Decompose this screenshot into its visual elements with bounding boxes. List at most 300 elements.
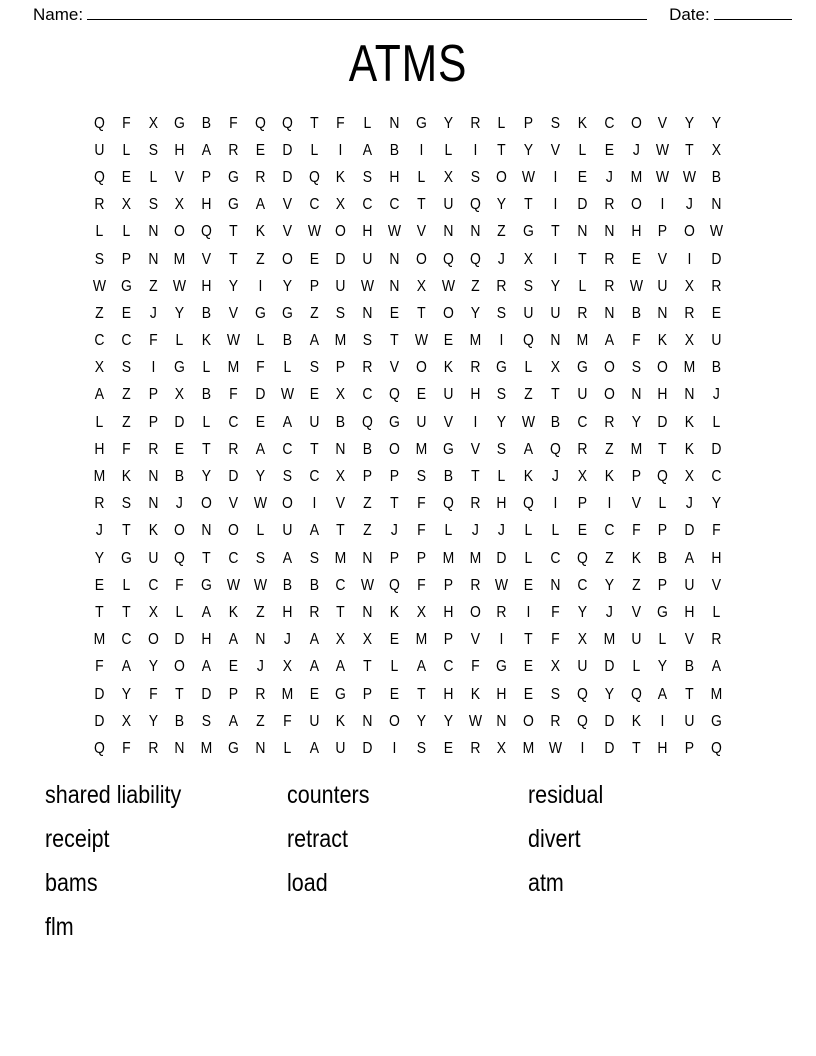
grid-letter[interactable]: G bbox=[174, 114, 186, 132]
grid-letter[interactable]: A bbox=[309, 522, 319, 540]
grid-letter[interactable]: Y bbox=[604, 576, 614, 594]
grid-letter[interactable]: T bbox=[390, 495, 399, 513]
grid-letter[interactable]: S bbox=[309, 359, 319, 377]
grid-letter[interactable]: E bbox=[389, 304, 400, 322]
grid-letter[interactable]: M bbox=[630, 168, 642, 186]
grid-letter[interactable]: P bbox=[658, 576, 668, 594]
grid-letter[interactable]: A bbox=[309, 739, 319, 757]
grid-letter[interactable]: C bbox=[604, 522, 615, 540]
grid-letter[interactable]: B bbox=[711, 168, 722, 186]
word-list-item[interactable]: shared liability bbox=[45, 781, 182, 809]
grid-letter[interactable]: M bbox=[200, 739, 213, 757]
grid-letter[interactable]: M bbox=[174, 250, 186, 268]
grid-letter[interactable]: L bbox=[202, 413, 211, 431]
grid-letter[interactable]: G bbox=[496, 359, 508, 377]
grid-letter[interactable]: L bbox=[417, 168, 426, 186]
grid-letter[interactable]: H bbox=[201, 196, 212, 214]
grid-letter[interactable]: O bbox=[630, 196, 642, 214]
grid-letter[interactable]: R bbox=[255, 168, 266, 186]
grid-letter[interactable]: Z bbox=[121, 386, 131, 404]
grid-letter[interactable]: B bbox=[658, 549, 668, 567]
grid-letter[interactable]: G bbox=[711, 712, 722, 730]
grid-letter[interactable]: I bbox=[392, 739, 397, 757]
grid-letter[interactable]: E bbox=[711, 304, 722, 322]
grid-letter[interactable]: N bbox=[550, 332, 561, 350]
grid-letter[interactable]: T bbox=[175, 685, 185, 703]
grid-letter[interactable]: Y bbox=[631, 413, 641, 431]
grid-letter[interactable]: T bbox=[497, 141, 507, 159]
grid-letter[interactable]: E bbox=[175, 440, 185, 458]
grid-letter[interactable]: N bbox=[604, 223, 615, 241]
grid-letter[interactable]: C bbox=[121, 332, 132, 350]
grid-letter[interactable]: S bbox=[282, 468, 292, 486]
grid-letter[interactable]: N bbox=[577, 223, 588, 241]
grid-letter[interactable]: W bbox=[253, 576, 267, 594]
grid-letter[interactable]: K bbox=[389, 603, 400, 621]
grid-letter[interactable]: P bbox=[148, 386, 158, 404]
grid-letter[interactable]: O bbox=[174, 658, 186, 676]
grid-letter[interactable]: N bbox=[389, 250, 400, 268]
grid-letter[interactable]: G bbox=[335, 685, 347, 703]
grid-letter[interactable]: R bbox=[604, 250, 615, 268]
grid-letter[interactable]: E bbox=[121, 304, 131, 322]
grid-letter[interactable]: Q bbox=[442, 495, 454, 513]
grid-letter[interactable]: C bbox=[94, 332, 105, 350]
grid-letter[interactable]: N bbox=[362, 712, 373, 730]
grid-letter[interactable]: L bbox=[176, 332, 184, 350]
grid-letter[interactable]: J bbox=[256, 658, 264, 676]
grid-letter[interactable]: P bbox=[443, 576, 453, 594]
grid-letter[interactable]: C bbox=[282, 440, 293, 458]
grid-letter[interactable]: N bbox=[362, 304, 373, 322]
grid-letter[interactable]: R bbox=[228, 141, 239, 159]
grid-letter[interactable]: P bbox=[148, 413, 158, 431]
grid-letter[interactable]: A bbox=[684, 549, 695, 567]
grid-letter[interactable]: R bbox=[496, 277, 507, 295]
grid-letter[interactable]: A bbox=[202, 603, 212, 621]
grid-letter[interactable]: H bbox=[657, 386, 668, 404]
grid-letter[interactable]: D bbox=[174, 413, 185, 431]
grid-letter[interactable]: X bbox=[148, 114, 158, 132]
grid-letter[interactable]: T bbox=[95, 603, 104, 621]
grid-letter[interactable]: B bbox=[175, 468, 185, 486]
grid-letter[interactable]: Z bbox=[470, 277, 480, 295]
grid-letter[interactable]: P bbox=[524, 114, 534, 132]
grid-letter[interactable]: C bbox=[335, 576, 346, 594]
grid-letter[interactable]: S bbox=[524, 277, 534, 295]
grid-letter[interactable]: V bbox=[282, 223, 292, 241]
grid-letter[interactable]: F bbox=[229, 386, 238, 404]
grid-letter[interactable]: Z bbox=[256, 250, 265, 268]
grid-letter[interactable]: N bbox=[496, 712, 507, 730]
grid-letter[interactable]: C bbox=[148, 576, 159, 594]
grid-letter[interactable]: F bbox=[175, 576, 185, 594]
grid-letter[interactable]: S bbox=[336, 304, 346, 322]
grid-letter[interactable]: W bbox=[709, 223, 724, 241]
grid-letter[interactable]: X bbox=[711, 141, 722, 159]
grid-letter[interactable]: Q bbox=[308, 168, 320, 186]
grid-letter[interactable]: U bbox=[577, 386, 588, 404]
grid-letter[interactable]: C bbox=[308, 468, 320, 486]
grid-letter[interactable]: Q bbox=[630, 685, 642, 703]
grid-letter[interactable]: B bbox=[550, 413, 561, 431]
grid-letter[interactable]: T bbox=[309, 440, 319, 458]
grid-letter[interactable]: Y bbox=[94, 549, 105, 567]
grid-letter[interactable]: W bbox=[522, 413, 536, 431]
grid-letter[interactable]: T bbox=[685, 685, 694, 703]
grid-letter[interactable]: H bbox=[94, 440, 105, 458]
grid-letter[interactable]: K bbox=[524, 468, 534, 486]
grid-letter[interactable]: R bbox=[711, 631, 722, 649]
grid-letter[interactable]: I bbox=[312, 495, 316, 513]
grid-letter[interactable]: O bbox=[281, 250, 293, 268]
grid-letter[interactable]: I bbox=[660, 196, 665, 214]
grid-letter[interactable]: R bbox=[469, 576, 481, 594]
grid-letter[interactable]: V bbox=[282, 196, 292, 214]
grid-letter[interactable]: Y bbox=[658, 658, 668, 676]
grid-letter[interactable]: Q bbox=[174, 549, 186, 567]
grid-letter[interactable]: B bbox=[282, 332, 292, 350]
grid-letter[interactable]: R bbox=[469, 359, 481, 377]
grid-letter[interactable]: O bbox=[496, 168, 508, 186]
grid-letter[interactable]: L bbox=[202, 359, 211, 377]
grid-letter[interactable]: U bbox=[443, 386, 454, 404]
grid-letter[interactable]: C bbox=[550, 549, 561, 567]
grid-letter[interactable]: S bbox=[255, 549, 266, 567]
grid-letter[interactable]: E bbox=[121, 168, 131, 186]
grid-letter[interactable]: A bbox=[309, 631, 319, 649]
grid-letter[interactable]: V bbox=[175, 168, 185, 186]
grid-letter[interactable]: G bbox=[442, 440, 454, 458]
grid-letter[interactable]: H bbox=[362, 223, 373, 241]
grid-letter[interactable]: K bbox=[443, 359, 453, 377]
grid-letter[interactable]: I bbox=[553, 495, 558, 513]
grid-letter[interactable]: P bbox=[684, 739, 695, 757]
grid-letter[interactable]: Y bbox=[443, 712, 453, 730]
grid-letter[interactable]: X bbox=[497, 739, 507, 757]
grid-letter[interactable]: T bbox=[229, 223, 238, 241]
grid-letter[interactable]: N bbox=[255, 631, 266, 649]
grid-letter[interactable]: U bbox=[335, 739, 346, 757]
grid-letter[interactable]: N bbox=[469, 223, 481, 241]
grid-letter[interactable]: G bbox=[281, 304, 293, 322]
grid-letter[interactable]: P bbox=[121, 250, 131, 268]
grid-letter[interactable]: N bbox=[335, 440, 346, 458]
grid-letter[interactable]: T bbox=[470, 468, 480, 486]
grid-letter[interactable]: G bbox=[228, 168, 239, 186]
grid-letter[interactable]: B bbox=[175, 712, 185, 730]
grid-letter[interactable]: J bbox=[391, 522, 399, 540]
grid-letter[interactable]: F bbox=[95, 658, 104, 676]
grid-letter[interactable]: H bbox=[496, 685, 507, 703]
grid-letter[interactable]: R bbox=[228, 440, 239, 458]
grid-letter[interactable]: P bbox=[631, 468, 641, 486]
grid-letter[interactable]: P bbox=[363, 685, 373, 703]
grid-letter[interactable]: L bbox=[524, 522, 533, 540]
grid-letter[interactable]: R bbox=[94, 495, 105, 513]
grid-letter[interactable]: E bbox=[443, 332, 453, 350]
grid-letter[interactable]: V bbox=[389, 359, 400, 377]
grid-letter[interactable]: G bbox=[228, 196, 239, 214]
grid-letter[interactable]: R bbox=[255, 685, 266, 703]
grid-letter[interactable]: E bbox=[577, 522, 587, 540]
grid-letter[interactable]: T bbox=[121, 603, 131, 621]
word-list-item[interactable]: atm bbox=[528, 869, 564, 897]
grid-letter[interactable]: P bbox=[389, 549, 400, 567]
grid-letter[interactable]: U bbox=[711, 332, 722, 350]
grid-letter[interactable]: D bbox=[496, 549, 507, 567]
grid-letter[interactable]: Y bbox=[684, 114, 695, 132]
grid-letter[interactable]: H bbox=[711, 549, 722, 567]
grid-letter[interactable]: X bbox=[443, 168, 453, 186]
grid-letter[interactable]: O bbox=[469, 603, 481, 621]
grid-letter[interactable]: D bbox=[604, 739, 615, 757]
grid-letter[interactable]: Q bbox=[254, 114, 266, 132]
grid-letter[interactable]: E bbox=[604, 141, 614, 159]
grid-letter[interactable]: N bbox=[148, 495, 159, 513]
grid-letter[interactable]: N bbox=[443, 223, 454, 241]
grid-letter[interactable]: A bbox=[255, 440, 266, 458]
grid-letter[interactable]: O bbox=[657, 359, 669, 377]
grid-letter[interactable]: F bbox=[417, 576, 426, 594]
grid-letter[interactable]: X bbox=[175, 196, 185, 214]
grid-letter[interactable]: C bbox=[308, 196, 320, 214]
grid-letter[interactable]: L bbox=[524, 549, 533, 567]
grid-letter[interactable]: K bbox=[336, 712, 346, 730]
grid-letter[interactable]: C bbox=[228, 549, 239, 567]
grid-letter[interactable]: A bbox=[336, 658, 346, 676]
grid-letter[interactable]: L bbox=[444, 141, 453, 159]
grid-letter[interactable]: K bbox=[470, 685, 480, 703]
grid-letter[interactable]: Z bbox=[256, 603, 265, 621]
grid-letter[interactable]: I bbox=[473, 141, 477, 159]
grid-letter[interactable]: Q bbox=[469, 250, 481, 268]
grid-letter[interactable]: V bbox=[631, 495, 641, 513]
grid-letter[interactable]: E bbox=[443, 739, 453, 757]
grid-letter[interactable]: X bbox=[121, 196, 131, 214]
grid-letter[interactable]: S bbox=[94, 250, 105, 268]
grid-letter[interactable]: Z bbox=[524, 386, 533, 404]
grid-letter[interactable]: U bbox=[550, 304, 561, 322]
grid-letter[interactable]: M bbox=[710, 685, 723, 703]
grid-letter[interactable]: A bbox=[309, 658, 319, 676]
grid-letter[interactable]: Q bbox=[711, 739, 722, 757]
grid-letter[interactable]: Q bbox=[281, 114, 293, 132]
grid-letter[interactable]: J bbox=[686, 196, 694, 214]
grid-letter[interactable]: T bbox=[336, 603, 346, 621]
grid-letter[interactable]: Z bbox=[148, 277, 158, 295]
grid-letter[interactable]: R bbox=[577, 304, 588, 322]
grid-letter[interactable]: O bbox=[174, 522, 186, 540]
grid-letter[interactable]: T bbox=[336, 522, 346, 540]
grid-letter[interactable]: V bbox=[336, 495, 346, 513]
word-list-item[interactable]: retract bbox=[287, 825, 348, 853]
grid-letter[interactable]: Q bbox=[576, 549, 588, 567]
grid-letter[interactable]: V bbox=[684, 631, 695, 649]
grid-letter[interactable]: A bbox=[121, 658, 131, 676]
grid-letter[interactable]: I bbox=[526, 603, 531, 621]
grid-letter[interactable]: J bbox=[605, 603, 613, 621]
grid-letter[interactable]: N bbox=[657, 304, 668, 322]
grid-letter[interactable]: X bbox=[363, 631, 373, 649]
grid-letter[interactable]: K bbox=[631, 712, 641, 730]
grid-letter[interactable]: P bbox=[416, 549, 426, 567]
grid-letter[interactable]: P bbox=[309, 277, 319, 295]
grid-letter[interactable]: W bbox=[468, 712, 482, 730]
grid-letter[interactable]: B bbox=[309, 576, 319, 594]
grid-letter[interactable]: T bbox=[202, 549, 211, 567]
grid-letter[interactable]: Y bbox=[202, 468, 212, 486]
grid-letter[interactable]: L bbox=[310, 141, 318, 159]
grid-letter[interactable]: S bbox=[148, 141, 158, 159]
grid-letter[interactable]: Z bbox=[309, 304, 319, 322]
grid-letter[interactable]: G bbox=[415, 114, 427, 132]
grid-letter[interactable]: J bbox=[95, 522, 103, 540]
grid-letter[interactable]: V bbox=[470, 631, 480, 649]
grid-letter[interactable]: V bbox=[443, 413, 453, 431]
grid-letter[interactable]: B bbox=[443, 468, 453, 486]
grid-letter[interactable]: O bbox=[415, 250, 427, 268]
grid-letter[interactable]: P bbox=[658, 522, 668, 540]
grid-letter[interactable]: D bbox=[94, 712, 105, 730]
grid-letter[interactable]: Z bbox=[497, 223, 507, 241]
grid-letter[interactable]: U bbox=[362, 250, 373, 268]
grid-letter[interactable]: L bbox=[658, 495, 667, 513]
grid-letter[interactable]: O bbox=[147, 631, 159, 649]
grid-letter[interactable]: J bbox=[471, 522, 479, 540]
grid-letter[interactable]: O bbox=[228, 522, 239, 540]
grid-letter[interactable]: P bbox=[228, 685, 239, 703]
grid-letter[interactable]: Y bbox=[524, 141, 534, 159]
grid-letter[interactable]: I bbox=[338, 141, 343, 159]
grid-letter[interactable]: V bbox=[631, 603, 641, 621]
grid-letter[interactable]: W bbox=[361, 277, 375, 295]
grid-letter[interactable]: K bbox=[148, 522, 158, 540]
grid-letter[interactable]: I bbox=[499, 332, 504, 350]
grid-letter[interactable]: L bbox=[497, 468, 506, 486]
grid-letter[interactable]: N bbox=[550, 576, 561, 594]
grid-letter[interactable]: W bbox=[683, 168, 697, 186]
grid-letter[interactable]: R bbox=[308, 603, 320, 621]
grid-letter[interactable]: E bbox=[389, 631, 400, 649]
word-list-item[interactable]: counters bbox=[287, 781, 370, 809]
grid-letter[interactable]: M bbox=[93, 468, 106, 486]
grid-letter[interactable]: D bbox=[94, 685, 105, 703]
grid-letter[interactable]: X bbox=[416, 277, 426, 295]
grid-letter[interactable]: F bbox=[631, 522, 641, 540]
grid-letter[interactable]: T bbox=[121, 522, 131, 540]
grid-letter[interactable]: P bbox=[363, 468, 373, 486]
grid-letter[interactable]: H bbox=[443, 685, 454, 703]
grid-letter[interactable]: B bbox=[389, 141, 400, 159]
grid-letter[interactable]: Y bbox=[604, 685, 614, 703]
grid-letter[interactable]: Y bbox=[148, 712, 158, 730]
grid-letter[interactable]: Q bbox=[523, 495, 535, 513]
grid-letter[interactable]: J bbox=[498, 250, 506, 268]
grid-letter[interactable]: J bbox=[176, 495, 184, 513]
grid-letter[interactable]: P bbox=[336, 359, 346, 377]
grid-letter[interactable]: I bbox=[258, 277, 263, 295]
grid-letter[interactable]: O bbox=[201, 495, 213, 513]
grid-letter[interactable]: R bbox=[148, 739, 159, 757]
grid-letter[interactable]: C bbox=[121, 631, 132, 649]
grid-letter[interactable]: K bbox=[255, 223, 266, 241]
grid-letter[interactable]: L bbox=[256, 522, 265, 540]
grid-letter[interactable]: H bbox=[201, 277, 212, 295]
grid-letter[interactable]: I bbox=[607, 495, 612, 513]
word-list-item[interactable]: bams bbox=[45, 869, 98, 897]
grid-letter[interactable]: Q bbox=[93, 168, 105, 186]
grid-letter[interactable]: Z bbox=[95, 304, 104, 322]
grid-letter[interactable]: Y bbox=[121, 685, 131, 703]
grid-letter[interactable]: G bbox=[228, 739, 239, 757]
grid-letter[interactable]: F bbox=[417, 522, 426, 540]
grid-letter[interactable]: D bbox=[657, 413, 668, 431]
grid-letter[interactable]: S bbox=[309, 549, 319, 567]
grid-letter[interactable]: E bbox=[255, 141, 266, 159]
grid-letter[interactable]: Q bbox=[362, 413, 374, 431]
grid-letter[interactable]: G bbox=[389, 413, 400, 431]
grid-letter[interactable]: D bbox=[577, 196, 588, 214]
grid-letter[interactable]: Y bbox=[228, 277, 239, 295]
grid-letter[interactable]: K bbox=[684, 440, 695, 458]
grid-letter[interactable]: K bbox=[684, 413, 695, 431]
grid-letter[interactable]: G bbox=[657, 603, 669, 621]
grid-letter[interactable]: Q bbox=[657, 468, 669, 486]
grid-letter[interactable]: O bbox=[174, 223, 186, 241]
grid-letter[interactable]: D bbox=[201, 685, 212, 703]
grid-letter[interactable]: N bbox=[148, 250, 159, 268]
grid-letter[interactable]: R bbox=[469, 739, 481, 757]
grid-letter[interactable]: T bbox=[417, 685, 426, 703]
grid-letter[interactable]: S bbox=[416, 739, 426, 757]
grid-letter[interactable]: F bbox=[551, 603, 560, 621]
grid-letter[interactable]: T bbox=[417, 196, 426, 214]
grid-letter[interactable]: J bbox=[686, 495, 694, 513]
grid-letter[interactable]: E bbox=[524, 685, 534, 703]
grid-letter[interactable]: B bbox=[711, 359, 722, 377]
grid-letter[interactable]: M bbox=[469, 332, 481, 350]
grid-letter[interactable]: D bbox=[282, 168, 293, 186]
grid-letter[interactable]: Q bbox=[93, 739, 105, 757]
grid-letter[interactable]: X bbox=[175, 386, 185, 404]
grid-letter[interactable]: L bbox=[176, 603, 184, 621]
grid-letter[interactable]: M bbox=[522, 739, 535, 757]
word-list-item[interactable]: flm bbox=[45, 913, 74, 941]
grid-letter[interactable]: F bbox=[417, 495, 426, 513]
grid-letter[interactable]: J bbox=[712, 386, 720, 404]
grid-letter[interactable]: V bbox=[416, 223, 426, 241]
grid-letter[interactable]: Y bbox=[711, 495, 722, 513]
grid-letter[interactable]: O bbox=[630, 114, 642, 132]
grid-letter[interactable]: Y bbox=[577, 603, 587, 621]
grid-letter[interactable]: B bbox=[202, 386, 212, 404]
grid-letter[interactable]: X bbox=[684, 332, 695, 350]
grid-letter[interactable]: U bbox=[335, 277, 346, 295]
grid-letter[interactable]: S bbox=[497, 440, 507, 458]
grid-letter[interactable]: T bbox=[524, 631, 533, 649]
name-blank-line[interactable] bbox=[87, 4, 647, 20]
grid-letter[interactable]: Q bbox=[576, 712, 588, 730]
grid-letter[interactable]: S bbox=[202, 712, 212, 730]
grid-letter[interactable]: N bbox=[362, 603, 373, 621]
grid-letter[interactable]: H bbox=[469, 386, 481, 404]
grid-letter[interactable]: L bbox=[497, 114, 506, 132]
grid-letter[interactable]: I bbox=[660, 712, 665, 730]
grid-letter[interactable]: N bbox=[630, 386, 642, 404]
grid-letter[interactable]: D bbox=[362, 739, 373, 757]
grid-letter[interactable]: E bbox=[524, 658, 534, 676]
